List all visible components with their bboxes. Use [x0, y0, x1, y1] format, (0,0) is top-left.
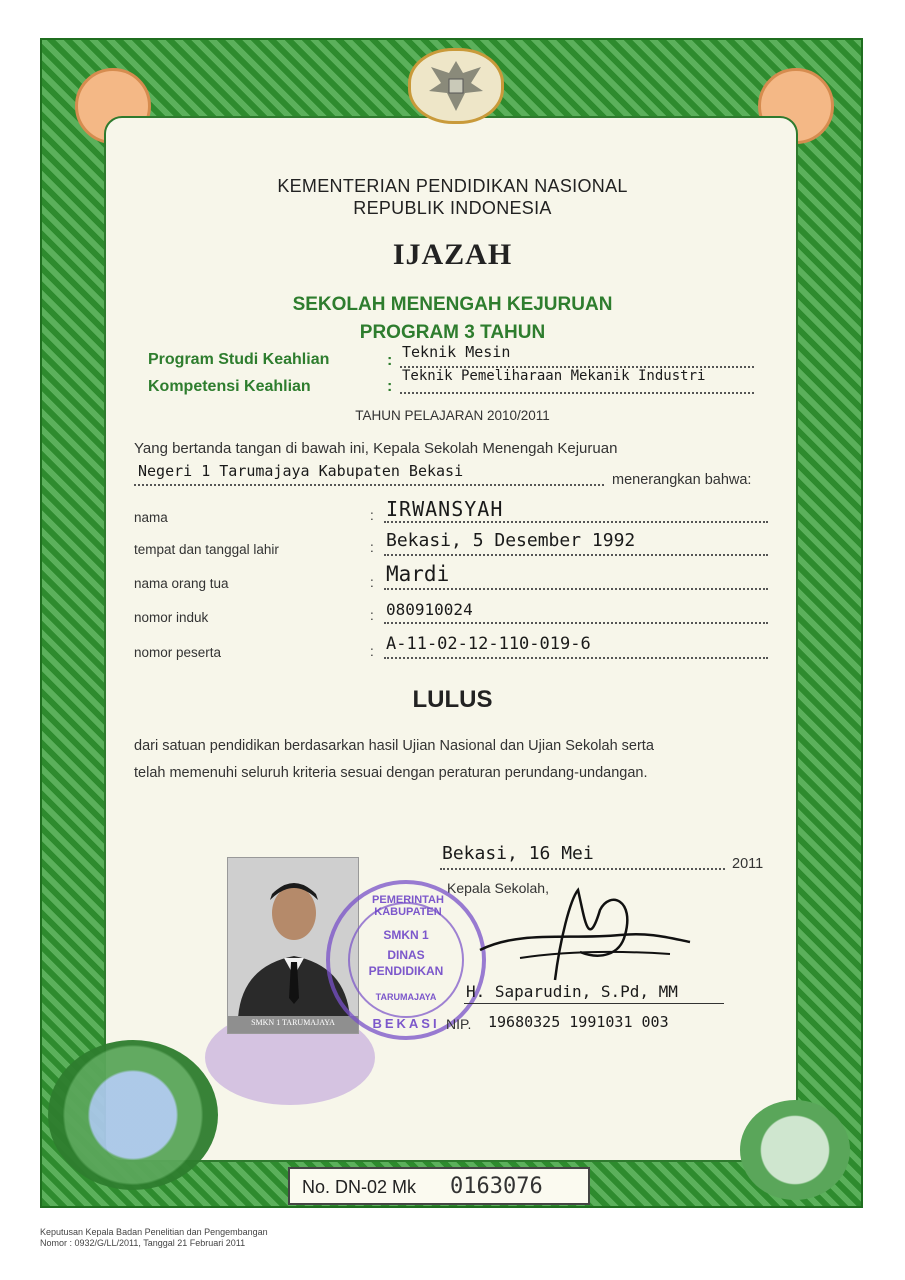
nip-label: NIP. — [446, 1016, 472, 1032]
birth-value: Bekasi, 5 Desember 1992 — [386, 530, 636, 551]
stamp-arc-bottom: BEKASI — [372, 1016, 440, 1031]
date-dotted-line — [440, 868, 725, 870]
birth-dotted-line — [384, 554, 768, 556]
parent-value: Mardi — [386, 562, 450, 586]
stamp-line-4: TARUMAJAYA — [375, 992, 437, 1002]
name-value: IRWANSYAH — [386, 497, 504, 521]
competency-value: Teknik Pemeliharaan Mekanik Industri — [402, 368, 706, 384]
graduation-status: LULUS — [412, 686, 493, 713]
parent-label: nama orang tua — [134, 576, 229, 591]
stamp-line-1: SMKN 1 — [383, 928, 429, 942]
name-label: nama — [134, 510, 168, 525]
parent-colon: : — [370, 575, 374, 590]
exam-dotted-line — [384, 657, 768, 659]
study-program-label: Program Studi Keahlian — [148, 351, 330, 368]
result-line-2: telah memenuhi seluruh kriteria sesuai dengan peraturan perundang-undangan. — [134, 765, 648, 781]
ministry-line-1: KEMENTERIAN PENDIDIKAN NASIONAL — [277, 176, 628, 196]
competency-colon: : — [387, 378, 393, 395]
school-type: SEKOLAH MENENGAH KEJURUAN — [292, 294, 613, 315]
ministry-line-2: REPUBLIK INDONESIA — [353, 198, 552, 218]
id-dotted-line — [384, 622, 768, 624]
stamp-arc-top: PEMERINTAH KABUPATEN — [372, 894, 444, 918]
stamp-line-3: PENDIDIKAN — [368, 964, 444, 978]
exam-colon: : — [370, 644, 374, 659]
declares-text: menerangkan bahwa: — [612, 472, 752, 488]
parent-dotted-line — [384, 588, 768, 590]
competency-dotted-line — [400, 392, 754, 394]
photo-caption: SMKN 1 TARUMAJAYA — [251, 1018, 335, 1027]
footer-line-1: Keputusan Kepala Badan Penelitian dan Pengembangan — [40, 1227, 268, 1237]
academic-year: TAHUN PELAJARAN 2010/2011 — [355, 408, 550, 423]
hologram-seal — [48, 1040, 218, 1190]
study-program-value: Teknik Mesin — [402, 343, 511, 361]
document-title: IJAZAH — [392, 238, 513, 271]
serial-number: 0163076 — [450, 1174, 543, 1199]
principal-name: H. Saparudin, S.Pd, MM — [466, 982, 678, 1001]
place-date: Bekasi, 16 Mei — [442, 843, 594, 864]
program-duration: PROGRAM 3 TAHUN — [359, 322, 546, 343]
garuda-emblem-icon — [408, 48, 504, 124]
principal-name-underline — [464, 1003, 724, 1004]
signature-year: 2011 — [732, 856, 764, 872]
result-line-1: dari satuan pendidikan berdasarkan hasil Ujian Nasional dan Ujian Sekolah serta — [134, 738, 654, 754]
serial-prefix: No. DN-02 Mk — [302, 1177, 417, 1197]
stamp-line-2: DINAS — [387, 948, 425, 962]
nip-value: 19680325 1991031 003 — [488, 1013, 669, 1031]
id-colon: : — [370, 608, 374, 623]
exam-value: A-11-02-12-110-019-6 — [386, 634, 591, 654]
school-name: Negeri 1 Tarumajaya Kabupaten Bekasi — [138, 462, 464, 480]
name-dotted-line — [384, 521, 768, 523]
serial-number-box — [288, 1167, 590, 1205]
school-name-dotted-line — [134, 484, 604, 486]
study-program-colon: : — [387, 352, 393, 369]
statement-intro: Yang bertanda tangan di bawah ini, Kepala Sekolah Menengah Kejuruan — [134, 440, 618, 457]
name-colon: : — [370, 508, 374, 523]
id-label: nomor induk — [134, 610, 209, 625]
birth-colon: : — [370, 540, 374, 555]
competency-label: Kompetensi Keahlian — [148, 378, 311, 395]
signature-role: Kepala Sekolah, — [447, 880, 549, 896]
birth-label: tempat dan tanggal lahir — [134, 542, 279, 557]
id-value: 080910024 — [386, 600, 473, 619]
security-seal — [740, 1100, 850, 1200]
footer-line-2: Nomor : 0932/G/LL/2011, Tanggal 21 Februari 2011 — [40, 1238, 246, 1248]
exam-label: nomor peserta — [134, 645, 222, 660]
